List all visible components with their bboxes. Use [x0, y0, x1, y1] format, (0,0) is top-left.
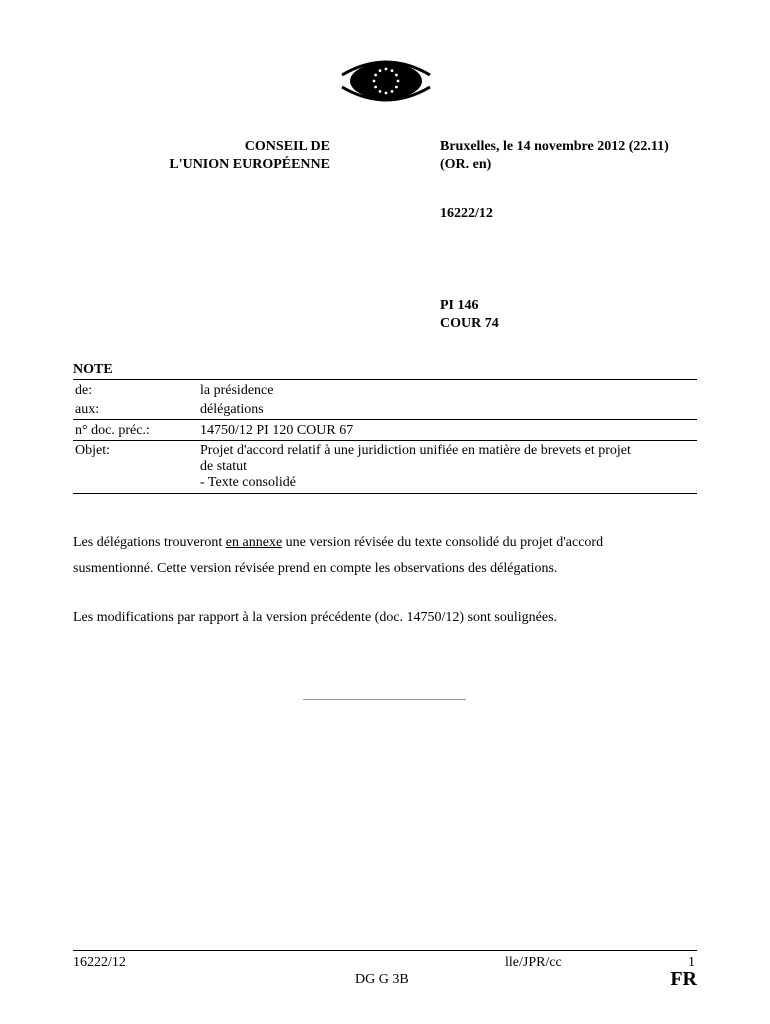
note-value-to: délégations [200, 402, 264, 417]
note-row-rule [73, 419, 697, 420]
note-value-subject [200, 443, 695, 491]
end-separator [303, 699, 466, 700]
issuing-body-line2: L'UNION EUROPÉENNE [169, 157, 330, 172]
note-title: NOTE [73, 362, 113, 377]
subject-line2: de statut [200, 459, 248, 474]
note-value-from: la présidence [200, 383, 274, 398]
paragraph-1-text-end: une version révisée du texte consolidé du projet d'accord [282, 535, 604, 550]
subject-line3: - Texte consolidé [200, 475, 296, 490]
note-value-prev-doc: 14750/12 PI 120 COUR 67 [200, 423, 354, 438]
document-number: 16222/12 [440, 206, 493, 221]
issuing-body [120, 138, 330, 174]
note-bottom-rule [73, 493, 697, 494]
footer-rule [73, 950, 697, 951]
paragraph-1-line2: susmentionné. Cette version révisée prend en compte les observations des délégations. [73, 561, 558, 576]
subject-line1: Projet d'accord relatif à une juridiction unifiée en matière de brevets et projet [200, 443, 631, 458]
footer-language-code: FR [670, 968, 697, 990]
place-date: Bruxelles, le 14 novembre 2012 (22.11) [440, 139, 669, 154]
document-codes [440, 297, 499, 333]
note-label-prev-doc: n° doc. préc.: [75, 423, 150, 438]
body-paragraph-1 [73, 530, 703, 582]
document-code-pi: PI 146 [440, 298, 479, 313]
note-label-subject: Objet: [75, 443, 110, 458]
council-emblem-icon [338, 55, 434, 107]
note-label-from: de: [75, 383, 93, 398]
note-label-to: aux: [75, 402, 100, 417]
note-top-rule [73, 379, 697, 380]
paragraph-1-text-start: Les délégations trouveront [73, 535, 226, 550]
footer-doc-ref: 16222/12 [73, 955, 126, 970]
footer-directorate: DG G 3B [355, 972, 409, 987]
document-code-cour: COUR 74 [440, 316, 499, 331]
footer-initials: lle/JPR/cc [505, 955, 562, 970]
footer-page-number: 1 [688, 955, 695, 970]
underlined-annex-phrase: en annexe [225, 535, 283, 550]
note-row-rule [73, 440, 697, 441]
issuing-body-line1: CONSEIL DE [244, 139, 330, 154]
place-date-block [440, 138, 669, 174]
original-language: (OR. en) [440, 157, 492, 172]
body-paragraph-2: Les modifications par rapport à la version précédente (doc. 14750/12) sont soulignées. [73, 610, 558, 625]
